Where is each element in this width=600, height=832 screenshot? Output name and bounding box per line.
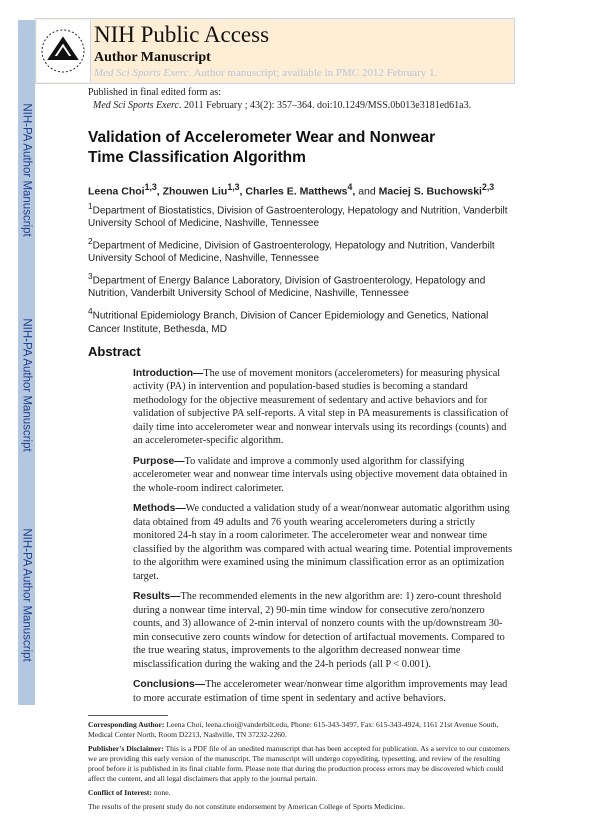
sidebar-label: NIH-PA Author Manuscript: [20, 103, 33, 237]
abstract-introduction: Introduction—The use of movement monitors (accelerometers) for measuring physical activity (PA) in intervention and population-based studies is becoming a standard methodology for the objective measurement of sedentary and active behaviors and for validation of subjective PA self-reports. A vital step in PA measurements is classification of daily time into accelerometer wear and nonwear intervals using its recordings (counts) and an accelerometer-specific algorithm.: [133, 367, 509, 447]
corresponding-author: Corresponding Author: Leena Choi, leena.choi@vanderbilt.edu, Phone: 615-343-3497, Fax: 615-343-4924, 1161 21st Avenue South, Medical Center North, Room D2213, Nashville, TN 37232-2260.: [88, 720, 499, 740]
affiliation: $^1$Department of Biostatistics, Division of Gastroenterology, Hepatology and Nutrition, Vanderbilt University School of Medicine, Nashville, Tennessee: [88, 200, 508, 229]
publisher-disclaimer: Publisher's Disclaimer: This is a PDF file of an unedited manuscript that has been accepted for publication. As a service to our customers we are providing this early version of the manuscript. The manuscript will undergo copyediting, typesetting, and review of the resulting proof before it is published in its final citable form. Please note that during the production process errors may be discovered which could affect the content, and all legal disclaimers that apply to the journal pertain.: [88, 744, 510, 784]
affiliation: $^2$Department of Medicine, Division of Gastroenterology, Hepatology and Nutrition, Vanderbilt University School of Medicine, Nashville, Tennessee: [88, 235, 495, 265]
abstract-heading: Abstract: [88, 343, 141, 359]
manuscript-sidebar: [18, 20, 35, 705]
abstract-methods: Methods—We conducted a validation study of a wear/nonwear automatic algorithm using data obtained from 49 adults and 76 youth wearing accelerometers during a strictly monitored 24-h stay in a room calorimeter. The accelerometer wear and nonwear time classified by the algorithm was compared with actual wearing time. Potential improvements to the algorithm were examined using the minimum classification error as an optimization target.: [133, 503, 513, 582]
sidebar-label: NIH-PA Author Manuscript: [20, 318, 33, 452]
affiliation: $^3$Department of Energy Balance Laboratory, Division of Gastroenterology, Hepatology and Nutrition, Vanderbilt University School of Medicine, Nashville, Tennessee: [88, 271, 486, 300]
affiliation: $^4$Nutritional Epidemiology Branch, Division of Cancer Epidemiology and Genetics, National Cancer Institute, Bethesda, MD: [88, 306, 489, 335]
footnote-divider: [88, 715, 168, 716]
citation: Med Sci Sports Exerc. 2011 February ; 43(2): 357–364. doi:10.1249/MSS.0b013e3181ed61a3.: [93, 100, 472, 111]
abstract-conclusions: Conclusions—The accelerometer wear/nonwear time algorithm improvements may lead to more accurate estimation of time spent in sedentary and active behaviors.: [133, 679, 508, 704]
header-subtitle: Author Manuscript: [94, 50, 211, 65]
author-list: Leena Choi$^{1,3}$, Zhouwen Liu$^{1,3}$, Charles E. Matthews$^4$, and Maciej S. Buchowski$^{2,3}$: [88, 182, 495, 198]
sidebar-label: NIH-PA Author Manuscript: [20, 528, 33, 662]
article-title: Validation of Accelerometer Wear and Nonwear Time Classification Algorithm: [88, 129, 436, 166]
abstract-purpose: Purpose—To validate and improve a commonly used algorithm for classifying accelerometer wear and nonwear time intervals using objective movement data obtained in the whole-room indirect calorimeter.: [133, 455, 508, 494]
availability-line: Med Sci Sports Exerc. Author manuscript; available in PMC 2012 February 1.: [94, 67, 438, 79]
nih-logo: [37, 20, 91, 82]
published-label: Published in final edited form as:: [88, 87, 222, 98]
abstract-results: Results—The recommended elements in the new algorithm are: 1) zero-count threshold during a nonwear time interval, 2) 90-min time window for consecutive zero/nonzero counts, and 3) allowance of 2-min interval of nonzero counts with the up/downstream 30-min consecutive zero counts window for detection of artifactual movements. Compared to the true wearing status, improvements to the algorithm decreased nonwear time misclassification during the waking and the 24-h periods (all P < 0.001).: [133, 591, 505, 670]
header-title: NIH Public Access: [94, 22, 270, 47]
conflict-of-interest: Conflict of Interest: none.: [88, 788, 171, 798]
endorsement-note: The results of the present study do not constitute endorsement by American College of Sports Medicine.: [88, 802, 405, 812]
